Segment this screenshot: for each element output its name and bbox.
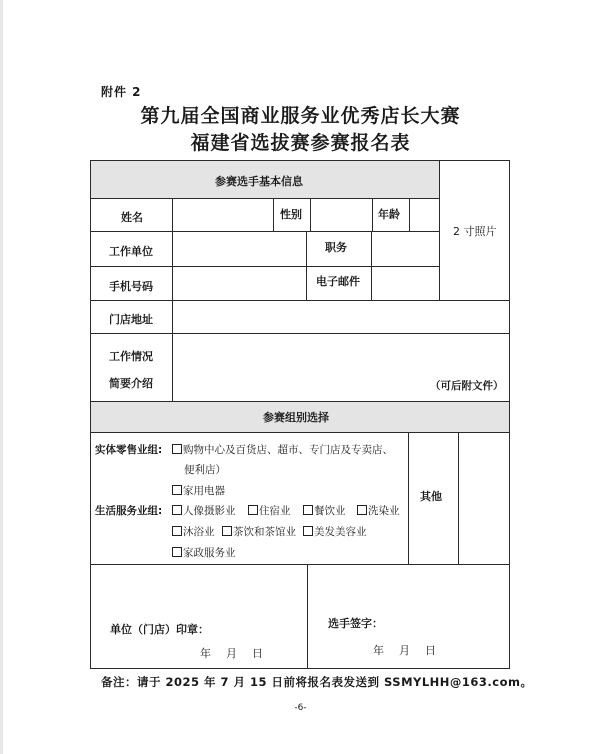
age-label: 年龄 <box>378 208 400 221</box>
checkbox-icon[interactable] <box>172 485 182 495</box>
checkbox-icon[interactable] <box>172 444 182 454</box>
email-field[interactable] <box>373 268 438 299</box>
checkbox-icon[interactable] <box>357 505 367 515</box>
checkbox-icon[interactable] <box>222 526 232 536</box>
group-header: 参赛组别选择 <box>263 411 329 424</box>
retail-option-malls[interactable]: 购物中心及百货店、超市、专门店及专卖店、 <box>172 442 393 457</box>
checkbox-icon[interactable] <box>172 526 182 536</box>
retail-group-label: 实体零售业组: <box>95 444 163 456</box>
service-option-catering[interactable]: 餐饮业 <box>303 503 346 518</box>
name-label: 姓名 <box>121 211 143 224</box>
checkbox-icon[interactable] <box>172 505 182 515</box>
service-option-tea[interactable]: 茶饮和茶馆业 <box>222 524 296 539</box>
photo-placeholder: 2 寸照片 <box>453 225 497 238</box>
checkbox-icon[interactable] <box>303 505 313 515</box>
service-option-photography[interactable]: 人像摄影业 <box>172 503 236 518</box>
gender-label: 性别 <box>280 208 302 221</box>
checkbox-icon[interactable] <box>172 547 182 557</box>
checkbox-icon[interactable] <box>303 526 313 536</box>
email-label: 电子邮件 <box>316 275 360 288</box>
form-title-line1: 第九届全国商业服务业优秀店长大赛 <box>140 105 461 127</box>
contestant-sign-date: 年 月 日 <box>373 644 438 657</box>
contestant-sign-label: 选手签字： <box>328 617 383 630</box>
gender-field[interactable] <box>312 200 371 230</box>
retail-option-malls-cont: 便利店） <box>184 464 226 476</box>
employer-label: 工作单位 <box>109 245 153 258</box>
form-title-line2: 福建省选拔赛参赛报名表 <box>190 132 411 154</box>
work-summary-label-line1: 工作情况 <box>109 350 153 363</box>
submission-note: 备注：请于 2025 年 7 月 15 日前将报名表发送到 SSMYLHH@163.com。 <box>101 675 533 689</box>
age-field[interactable] <box>411 200 438 230</box>
employer-field[interactable] <box>174 233 305 265</box>
retail-option-appliances[interactable]: 家用电器 <box>172 483 225 498</box>
service-group-label: 生活服务业组: <box>95 505 163 517</box>
service-option-beauty[interactable]: 美发美容业 <box>303 524 367 539</box>
other-field[interactable] <box>460 434 508 563</box>
name-field[interactable] <box>174 200 272 230</box>
position-label: 职务 <box>325 241 347 254</box>
unit-seal-label: 单位（门店）印章： <box>110 623 209 636</box>
attach-note: （可后附文件） <box>430 380 504 392</box>
position-field[interactable] <box>373 233 438 265</box>
work-summary-label-line2: 简要介绍 <box>109 377 153 390</box>
store-address-field[interactable] <box>174 302 508 332</box>
unit-seal-area[interactable] <box>92 566 306 667</box>
other-label: 其他 <box>420 490 442 503</box>
basic-info-header: 参赛选手基本信息 <box>215 175 303 188</box>
service-option-dyeing[interactable]: 洗染业 <box>357 503 400 518</box>
service-option-bathing[interactable]: 沐浴业 <box>172 524 215 539</box>
service-option-lodging[interactable]: 住宿业 <box>248 503 291 518</box>
store-address-label: 门店地址 <box>109 313 153 326</box>
phone-field[interactable] <box>174 268 305 299</box>
page-number: -6- <box>294 703 307 713</box>
phone-label: 手机号码 <box>109 280 153 293</box>
checkbox-icon[interactable] <box>248 505 258 515</box>
attachment-label: 附件 2 <box>101 85 142 99</box>
service-option-housekeeping[interactable]: 家政服务业 <box>172 545 236 560</box>
unit-seal-date: 年 月 日 <box>200 647 265 660</box>
